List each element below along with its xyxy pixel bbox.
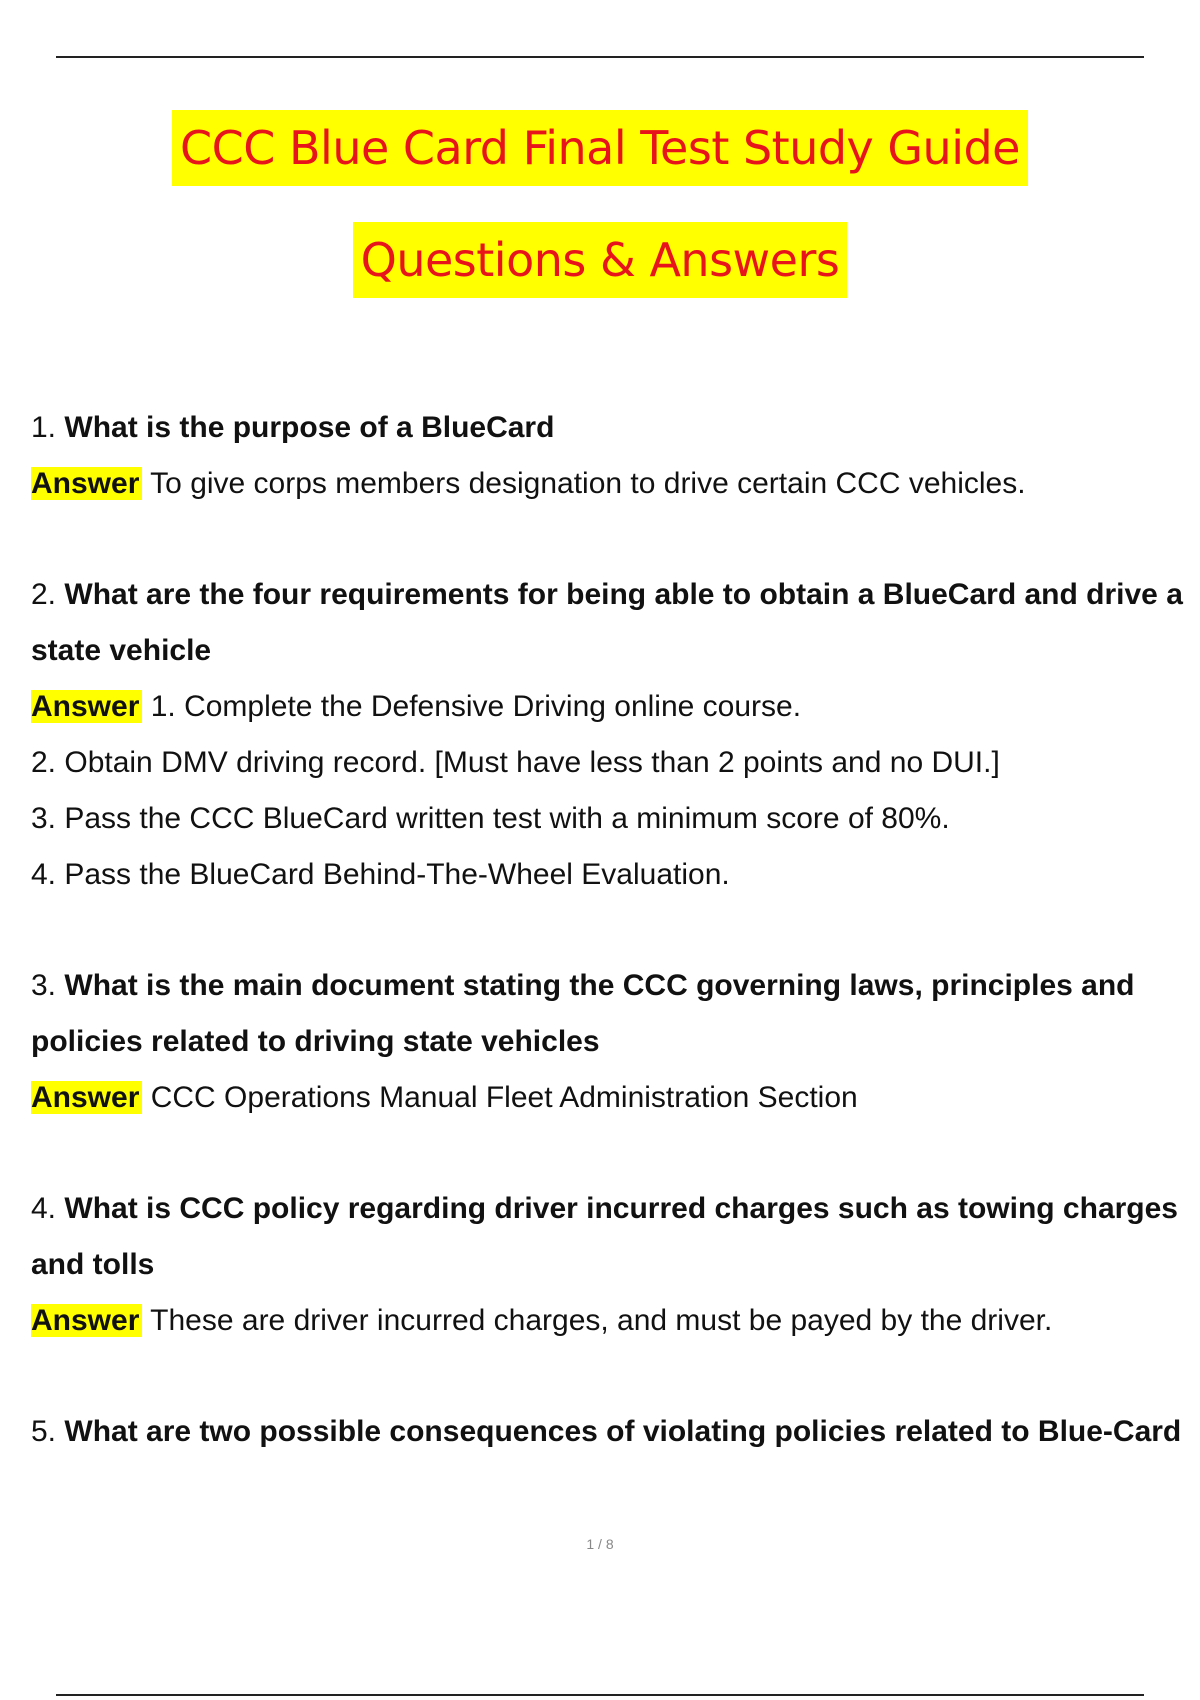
answer-2-line-2: 2. Obtain DMV driving record. [Must have less than 2 points and no DUI.] xyxy=(31,746,1000,779)
question-text: What are two possible consequences of violating policies related to Blue-Card xyxy=(64,1415,1182,1448)
document-title-line-2-wrap xyxy=(0,222,1200,298)
question-number: 1. xyxy=(31,411,57,444)
answer-1 xyxy=(31,456,1191,512)
answer-2-line-4: 4. Pass the BlueCard Behind-The-Wheel Evaluation. xyxy=(31,858,730,891)
answer-label: Answer xyxy=(31,690,142,723)
document-title-line-1-wrap xyxy=(0,110,1200,186)
bottom-rule xyxy=(56,1694,1144,1696)
question-number: 3. xyxy=(31,969,57,1002)
document-title-line-1: CCC Blue Card Final Test Study Guide xyxy=(172,110,1028,186)
document-title-line-2: Questions & Answers xyxy=(353,222,848,298)
page-number: 1 / 8 xyxy=(586,1536,614,1552)
answer-label: Answer xyxy=(31,1304,142,1337)
answer-text: To give corps members designation to drive certain CCC vehicles. xyxy=(150,467,1026,500)
question-number: 4. xyxy=(31,1192,57,1225)
answer-text: CCC Operations Manual Fleet Administration Section xyxy=(150,1081,858,1114)
qa-item-2 xyxy=(31,567,1191,903)
qa-item-1 xyxy=(31,400,1191,512)
question-text: What are the four requirements for being able to obtain a BlueCard and drive a state vehicle xyxy=(31,578,1183,667)
answer-2 xyxy=(31,679,1191,735)
answer-label: Answer xyxy=(31,467,142,500)
question-number: 5. xyxy=(31,1415,57,1448)
question-text: What is the main document stating the CCC governing laws, principles and policies related to driving state vehicles xyxy=(31,969,1135,1058)
qa-item-4 xyxy=(31,1181,1191,1349)
question-5 xyxy=(31,1404,1191,1460)
question-text: What is CCC policy regarding driver incurred charges such as towing charges and tolls xyxy=(31,1192,1178,1281)
top-rule xyxy=(56,56,1144,58)
answer-text: 1. Complete the Defensive Driving online course. xyxy=(150,690,802,723)
qa-item-5 xyxy=(31,1404,1191,1460)
answer-text: These are driver incurred charges, and must be payed by the driver. xyxy=(150,1304,1053,1337)
answer-3 xyxy=(31,1070,1191,1126)
question-4 xyxy=(31,1181,1191,1293)
qa-item-3 xyxy=(31,958,1191,1126)
qa-list xyxy=(31,400,1191,1515)
question-1 xyxy=(31,400,1191,456)
answer-2-line-3: 3. Pass the CCC BlueCard written test with a minimum score of 80%. xyxy=(31,802,950,835)
question-number: 2. xyxy=(31,578,57,611)
question-text: What is the purpose of a BlueCard xyxy=(64,411,555,444)
question-3 xyxy=(31,958,1191,1070)
answer-label: Answer xyxy=(31,1081,142,1114)
answer-4 xyxy=(31,1293,1191,1349)
question-2 xyxy=(31,567,1191,679)
